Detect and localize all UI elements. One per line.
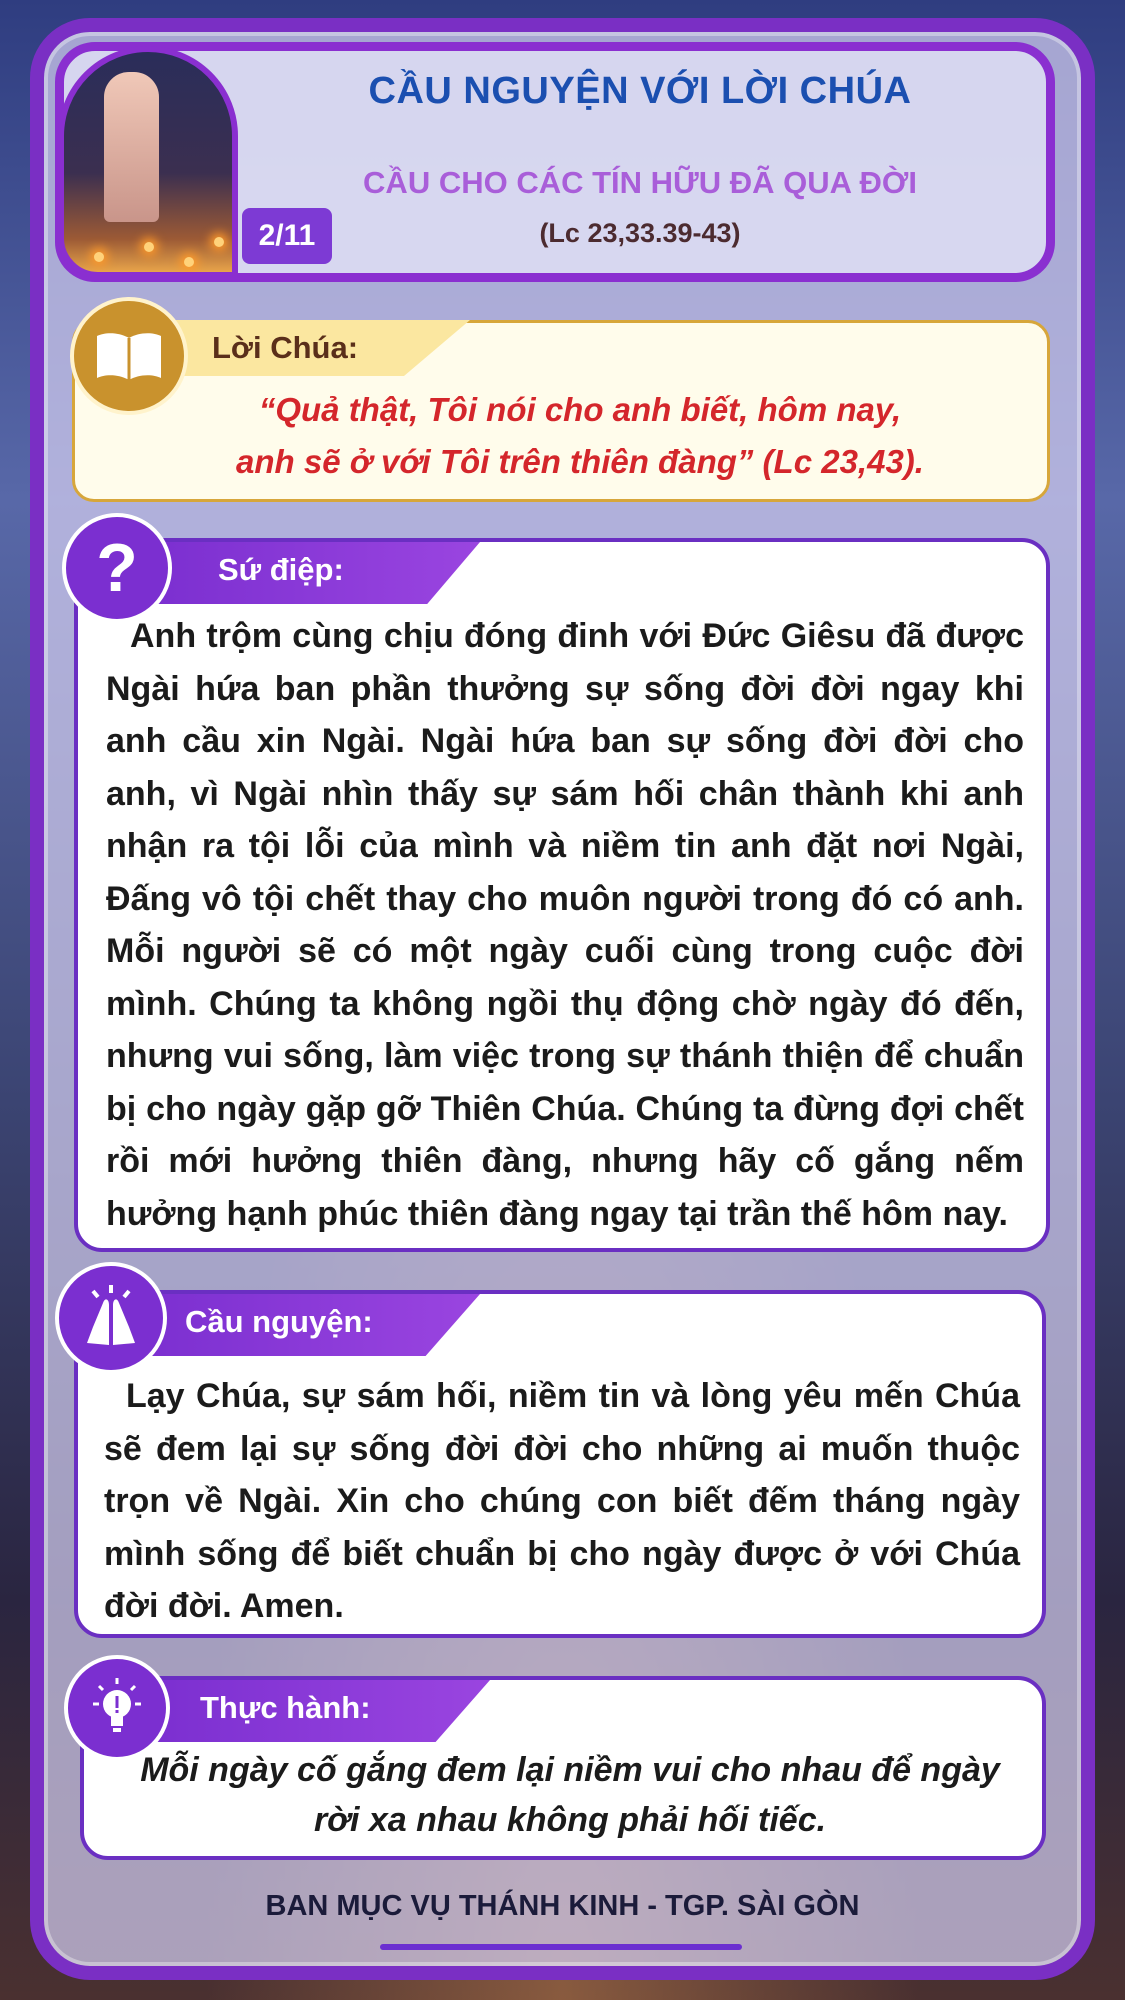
praying-hands-icon <box>55 1262 167 1374</box>
word-quote <box>180 384 980 488</box>
prayer-text: Lạy Chúa, sự sám hối, niềm tin và lòng yêu mến Chúa sẽ đem lại sự sống đời đời cho những ai muốn thuộc trọn về Ngài. Xin cho chúng con biết đếm tháng ngày mình sống để biết chuẩn bị cho ngày được ở với Chúa đời đời. Amen. <box>104 1377 1020 1625</box>
page-title: CẦU NGUYỆN VỚI LỜI CHÚA <box>368 70 912 112</box>
scripture-reference: (Lc 23,33.39-43) <box>539 218 741 248</box>
practice-text <box>120 1745 1020 1845</box>
word-label: Lời Chúa: <box>212 330 359 365</box>
cemetery-photo <box>58 46 238 278</box>
question-icon: ? <box>62 513 172 623</box>
prayer-label: Cầu nguyện: <box>185 1304 373 1339</box>
word-quote-line: anh sẽ ở với Tôi trên thiên đàng” (Lc 23,43). <box>236 443 924 480</box>
message-label: Sứ điệp: <box>218 552 344 587</box>
practice-text-line: Mỗi ngày cố gắng đem lại niềm vui cho nhau để ngày <box>140 1751 1000 1789</box>
book-icon <box>70 297 188 415</box>
practice-text-line: rời xa nhau không phải hối tiếc. <box>313 1801 827 1839</box>
word-quote-line: “Quả thật, Tôi nói cho anh biết, hôm nay, <box>258 391 902 428</box>
date-badge: 2/11 <box>242 208 332 264</box>
practice-label: Thực hành: <box>200 1690 371 1725</box>
page-subtitle: CẦU CHO CÁC TÍN HỮU ĐÃ QUA ĐỜI <box>363 165 917 200</box>
footer-divider <box>380 1944 742 1950</box>
message-text: Anh trộm cùng chịu đóng đinh với Đức Giêsu đã được Ngài hứa ban phần thưởng sự sống đời đời ngay khi anh cầu xin Ngài. Ngài hứa ban sự sống đời đời cho anh, vì Ngài nhìn thấy sự sám hối chân thành khi anh nhận ra tội lỗi của mình và niềm tin anh đặt nơi Ngài, Đấng vô tội chết thay cho muôn người trong đó có anh. Mỗi người sẽ có một ngày cuối cùng trong cuộc đời mình. Chúng ta không ngồi thụ động chờ ngày đó đến, nhưng vui sống, làm việc trong sự thánh thiện để chuẩn bị cho ngày gặp gỡ Thiên Chúa. Chúng ta đừng đợi chết rồi mới hưởng thiên đàng, nhưng hãy cố gắng nếm hưởng hạnh phúc thiên đàng ngay tại trần thế hôm nay. <box>106 617 1024 1233</box>
footer-credit: BAN MỤC VỤ THÁNH KINH - TGP. SÀI GÒN <box>265 1890 860 1922</box>
